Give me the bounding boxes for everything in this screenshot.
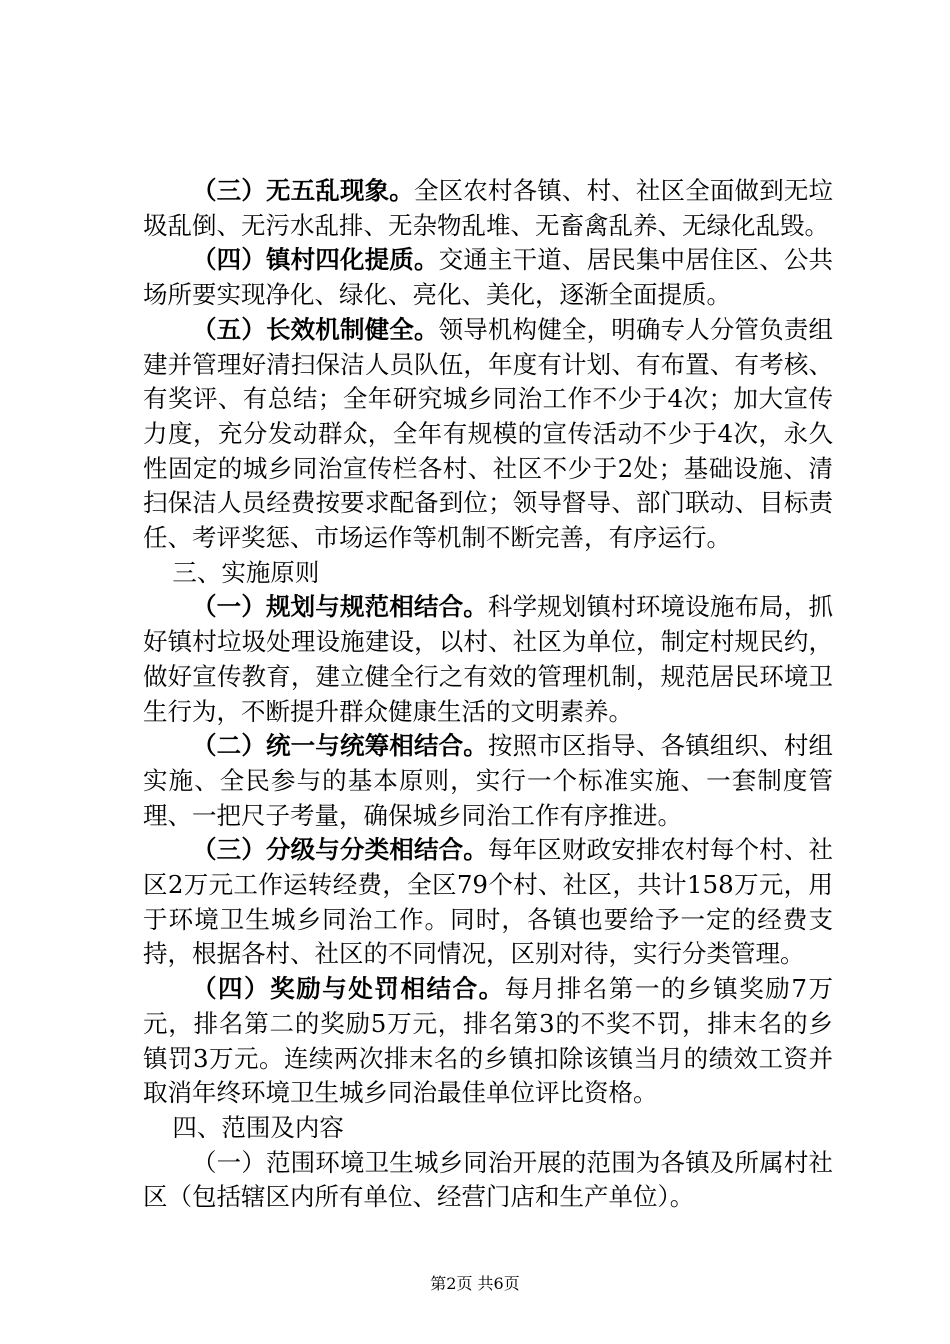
section-heading-scope: 四、范围及内容 <box>172 1112 344 1142</box>
paragraph-reward-penalty <box>143 972 833 1111</box>
paragraph-unified <box>143 729 833 833</box>
paragraph-classification <box>143 833 833 972</box>
paragraph-text: 每年区财政安排农村每个村、社区2万元工作运转经费，全区79个村、社区，共计158万元，用于环境卫生城乡同治工作。同时，各镇也要给予一定的经费支持，根据各村、社区的不同情况，区别对待，实行分类管理。 <box>143 835 834 969</box>
paragraph-long-term-mechanism <box>143 313 833 556</box>
paragraph-heading: （四）镇村四化提质。 <box>192 245 439 275</box>
paragraph-scope: （一）范围环境卫生城乡同治开展的范围为各镇及所属村社区（包括辖区内所有单位、经营门店和生产单位）。 <box>143 1147 833 1212</box>
page-number-footer: 第2页 共6页 <box>430 1274 520 1293</box>
paragraph-text: 交通主干道、居民集中居住区、公共场所要实现净化、绿化、亮化、美化，逐渐全面提质。 <box>143 245 834 310</box>
paragraph-heading: （五）长效机制健全。 <box>192 314 439 344</box>
paragraph-text: 全区农村各镇、村、社区全面做到无垃圾乱倒、无污水乱排、无杂物乱堆、无畜禽乱养、无绿化乱毁。 <box>143 176 834 240</box>
paragraph-text: 按照市区指导、各镇组织、村组实施、全民参与的基本原则，实行一个标准实施、一套制度管理、一把尺子考量，确保城乡同治工作有序推进。 <box>143 731 834 830</box>
paragraph-heading: （三）分级与分类相结合。 <box>192 835 488 865</box>
paragraph-heading: （三）无五乱现象。 <box>192 176 414 205</box>
paragraph-heading: （四）奖励与处罚相结合。 <box>192 974 505 1004</box>
document-body <box>143 174 833 1215</box>
paragraph-no-five-mess <box>143 174 833 243</box>
section-heading-principles: 三、实施原则 <box>172 557 320 587</box>
paragraph-heading: （二）统一与统筹相结合。 <box>192 731 488 761</box>
paragraph-heading: （一）规划与规范相结合。 <box>192 592 488 622</box>
paragraph-text: 每月排名第一的乡镇奖励7万元，排名第二的奖励5万元，排名第3的不奖不罚，排末名的乡镇罚3万元。连续两次排末名的乡镇扣除该镇当月的绩效工资并取消年终环境卫生城乡同治最佳单位评比资格。 <box>143 974 833 1108</box>
paragraph-text: 科学规划镇村环境设施布局，抓好镇村垃圾处理设施建设，以村、社区为单位，制定村规民约，做好宣传教育，建立健全行之有效的管理机制，规范居民环境卫生行为，不断提升群众健康生活的文明素养。 <box>143 592 834 726</box>
paragraph-planning <box>143 590 833 729</box>
paragraph-text: 领导机构健全，明确专人分管负责组建并管理好清扫保洁人员队伍，年度有计划、有布置、有考核、有奖评、有总结；全年研究城乡同治工作不少于4次；加大宣传力度，充分发动群众，全年有规模的宣传活动不少于4次，永久性固定的城乡同治宣传栏各村、社区不少于2处；基础设施、清扫保洁人员经费按要求配备到位；领导督导、部门联动、目标责任、考评奖惩、市场运作等机制不断完善，有序运行。 <box>143 314 834 553</box>
paragraph-four-improvements <box>143 243 833 312</box>
